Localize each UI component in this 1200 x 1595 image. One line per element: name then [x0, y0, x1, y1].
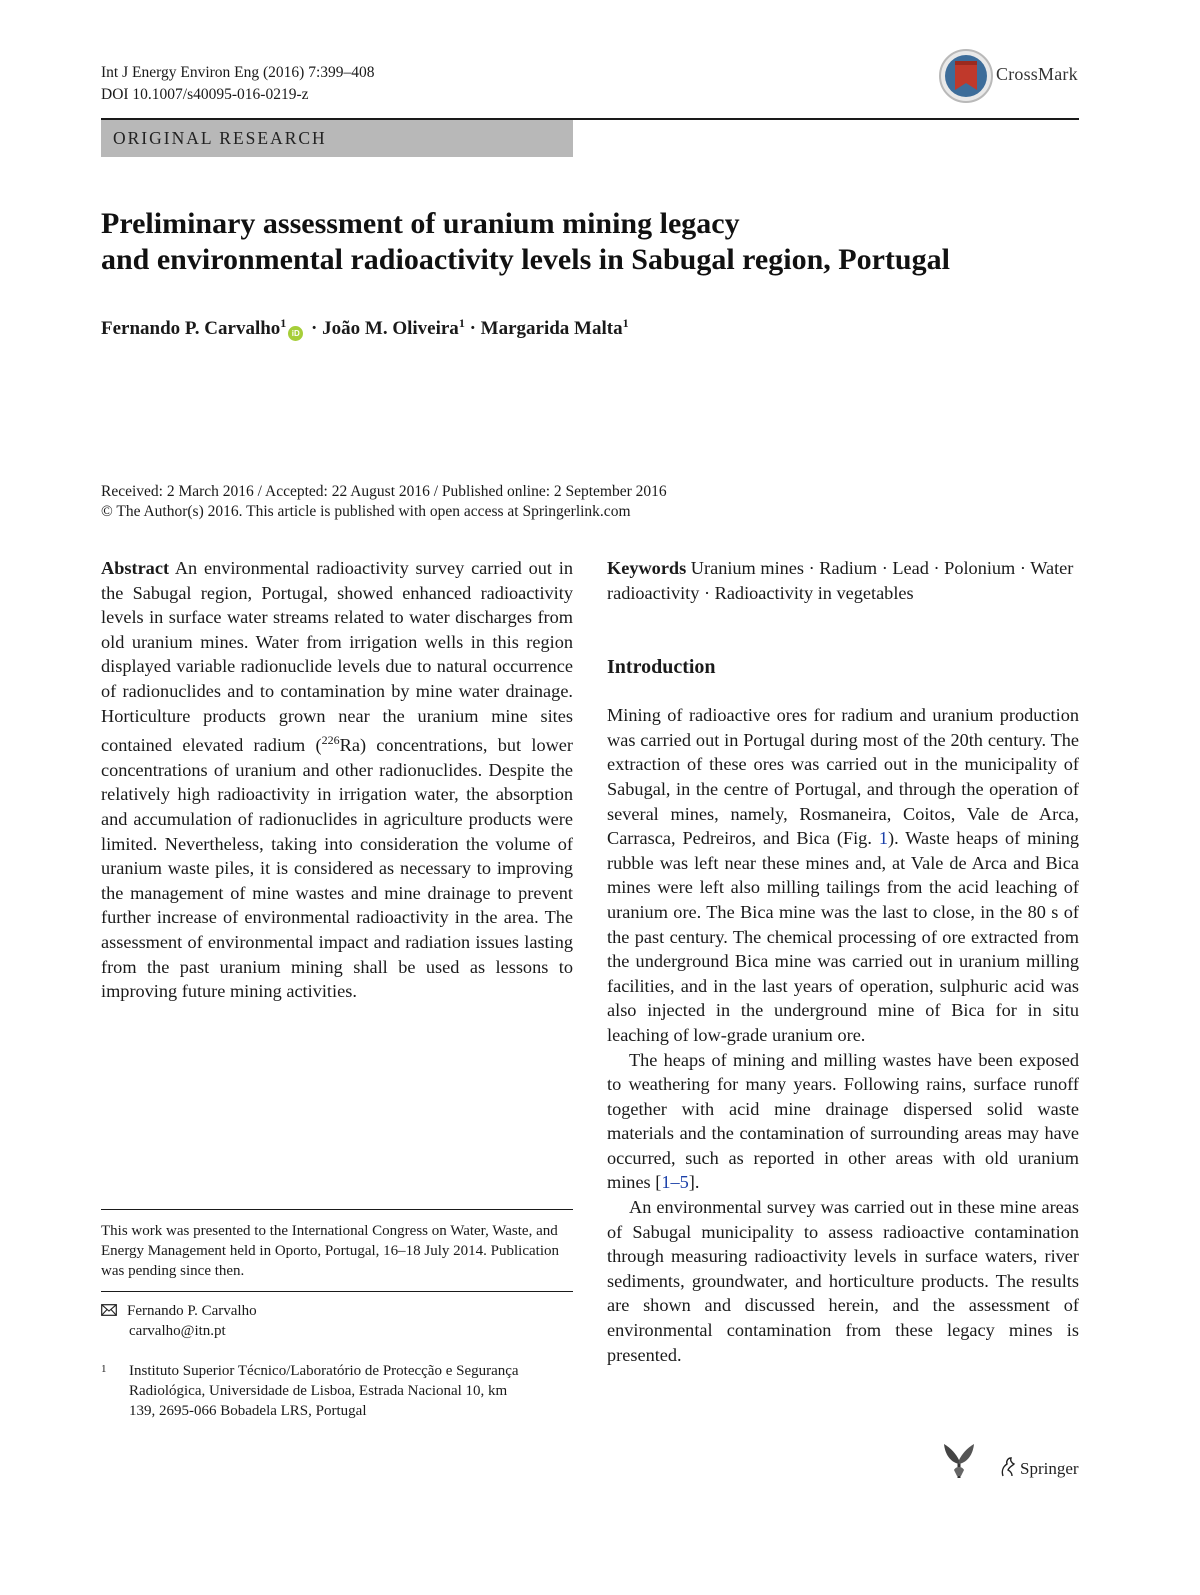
keyword: Water radioactivity: [607, 558, 1074, 603]
author-separator: ·: [464, 318, 481, 339]
envelope-icon: [101, 1304, 117, 1316]
keyword-separator: ·: [928, 558, 945, 578]
affiliation-text: Instituto Superior Técnico/Laboratório de Protecção e Segurança Radiológica, Universidade de Lisboa, Estrada Nacional 10, km 139, 2695-066 Bobadela LRS, Portugal: [129, 1363, 519, 1419]
abstract-label: Abstract: [101, 558, 170, 578]
presentation-footnote: This work was presented to the International Congress on Water, Waste, and Energy Management held in Oporto, Portugal, 16–18 July 2014. Publication was pending since then.: [101, 1223, 559, 1279]
article-title: [101, 206, 1101, 278]
author-name[interactable]: João M. Oliveira: [322, 318, 459, 339]
crossmark-label: CrossMark: [996, 64, 1078, 84]
abstract-text-continued: ) concentrations, but lower concentrations of uranium and other radionuclides. Despite the relatively high radioactivity in irrigation water, the absorption and accumulation of radionuclides in agriculture products were limited. Nevertheless, taking into consideration the volume of uranium waste piles, it is considered as necessary to improving the management of mine wastes and mine drainage to prevent further increase of environmental radioactivity in the area. The assessment of environmental impact and radiation issues lasting from the past uranium mining shall be used as lessons to improving future mining activities.: [101, 735, 573, 1002]
springer-tree-icon: [942, 1440, 976, 1480]
contact-name: Fernando P. Carvalho: [127, 1303, 257, 1319]
keyword: Lead: [892, 558, 929, 578]
keywords-label: Keywords: [607, 558, 687, 578]
crossmark-icon: [938, 48, 994, 104]
intro-paragraph-3: An environmental survey was carried out in these mine areas of Sabugal municipality to assess radioactive contamination through measuring radioactivity levels in surface waters, river sediments, groundwater, and horticulture products. The results are shown and discussed herein, and the assessment of environmental contamination from these legacy mines is presented.: [607, 1197, 1079, 1365]
keyword-separator: ·: [877, 558, 893, 578]
abstract-text: An environmental radioactivity survey carried out in the Sabugal region, Portugal, showed enhanced radioactivity levels in surface water streams related to water discharges from old uranium mines. Water from irrigation wells in this region displayed variable radionuclide levels due to natural occurrence of radionuclides and to contamination by mine water drainage. Horticulture products grown near the uranium mine sites contained elevated radium (: [101, 558, 573, 756]
left-column: [101, 556, 573, 1004]
author-affiliation-marker: 1: [458, 316, 465, 330]
affiliation-marker: 1: [101, 1363, 107, 1375]
doi-link[interactable]: DOI 10.1007/s40095-016-0219-z: [101, 86, 309, 103]
author-affiliation-marker: 1: [622, 316, 629, 330]
keyword: Radioactivity in vegetables: [714, 582, 914, 603]
author-name[interactable]: Margarida Malta: [480, 318, 623, 339]
intro-paragraph-2: [607, 1048, 1079, 1196]
intro-text: ). Waste heaps of mining rubble was left near these mines and, at Vale de Arca and Bica mines were left also milling tailings from the acid leaching of uranium ore. The Bica mine was the last to close, in the 80 s of the past century. The chemical processing of ore extracted from the underground Bica mine was carried out in uranium milling facilities, and in the last years of operation, sulphuric acid was also injected in the underground mine of Bica for in situ leaching of low-grade uranium ore.: [607, 828, 1079, 1045]
keywords: [607, 556, 1079, 605]
figure-ref-link[interactable]: 1: [878, 828, 888, 849]
crossmark-badge[interactable]: [938, 48, 1088, 104]
keyword: Radium: [819, 558, 878, 578]
intro-paragraph-1: [607, 703, 1079, 1047]
footnote-rule: [101, 1209, 573, 1210]
keyword-separator: ·: [804, 558, 820, 578]
springer-logo: [942, 1440, 1082, 1484]
keyword: Polonium: [944, 558, 1016, 578]
right-column: [607, 556, 1079, 1367]
introduction-heading: Introduction: [607, 656, 716, 679]
license-note: © The Author(s) 2016. This article is published with open access at Springerlink.com: [101, 503, 631, 520]
intro-text: Mining of radioactive ores for radium and uranium production was carried out in Portugal during most of the 20th century. The extraction of these ores was carried out in the municipality of Sabugal, in the centre of Portugal, and through the operation of several mines, namely, Rosmaneira, Coitos, Vale de Arca, Carrasca, Pedreiros, and Bica (Fig.: [607, 705, 1079, 849]
affiliation-block: [101, 1361, 573, 1421]
publication-dates: Received: 2 March 2016 / Accepted: 22 August 2016 / Published online: 2 September 2016: [101, 483, 667, 500]
keyword-separator: ·: [1015, 558, 1031, 578]
isotope-mass-number: 226: [321, 733, 340, 748]
keyword-separator: ·: [699, 582, 715, 603]
article-type-band: ORIGINAL RESEARCH: [101, 120, 573, 157]
author-affiliation-marker: 1: [280, 316, 287, 330]
author-name[interactable]: Fernando P. Carvalho: [101, 318, 281, 339]
article-title-line2: and environmental radioactivity levels in Sabugal region, Portugal: [101, 243, 950, 276]
author-separator: ·: [306, 318, 323, 339]
intro-text: The heaps of mining and milling wastes have been exposed to weathering for many years. Following rains, surface runoff together with acid mine drainage dispersed solid waste materials and the contamination of surrounding areas may have occurred, such as reported in other areas with old uranium mines [: [607, 1049, 1079, 1193]
article-title-line1: Preliminary assessment of uranium mining legacy: [101, 207, 740, 240]
journal-reference: Int J Energy Environ Eng (2016) 7:399–408: [101, 64, 375, 81]
citation-ref-link[interactable]: 1–5: [661, 1172, 689, 1193]
footnote-rule: [101, 1291, 573, 1292]
article-history: [101, 482, 667, 522]
springer-horse-icon: [998, 1456, 1018, 1478]
intro-text: ].: [688, 1172, 700, 1193]
corresponding-author: [101, 1301, 573, 1341]
isotope-symbol: Ra: [339, 735, 360, 756]
abstract: [101, 556, 573, 1004]
contact-email[interactable]: carvalho@itn.pt: [129, 1323, 226, 1339]
orcid-icon[interactable]: iD: [288, 326, 303, 341]
author-list: [101, 309, 629, 343]
springer-label: Springer: [1020, 1459, 1079, 1478]
keyword: Uranium mines: [690, 558, 805, 578]
